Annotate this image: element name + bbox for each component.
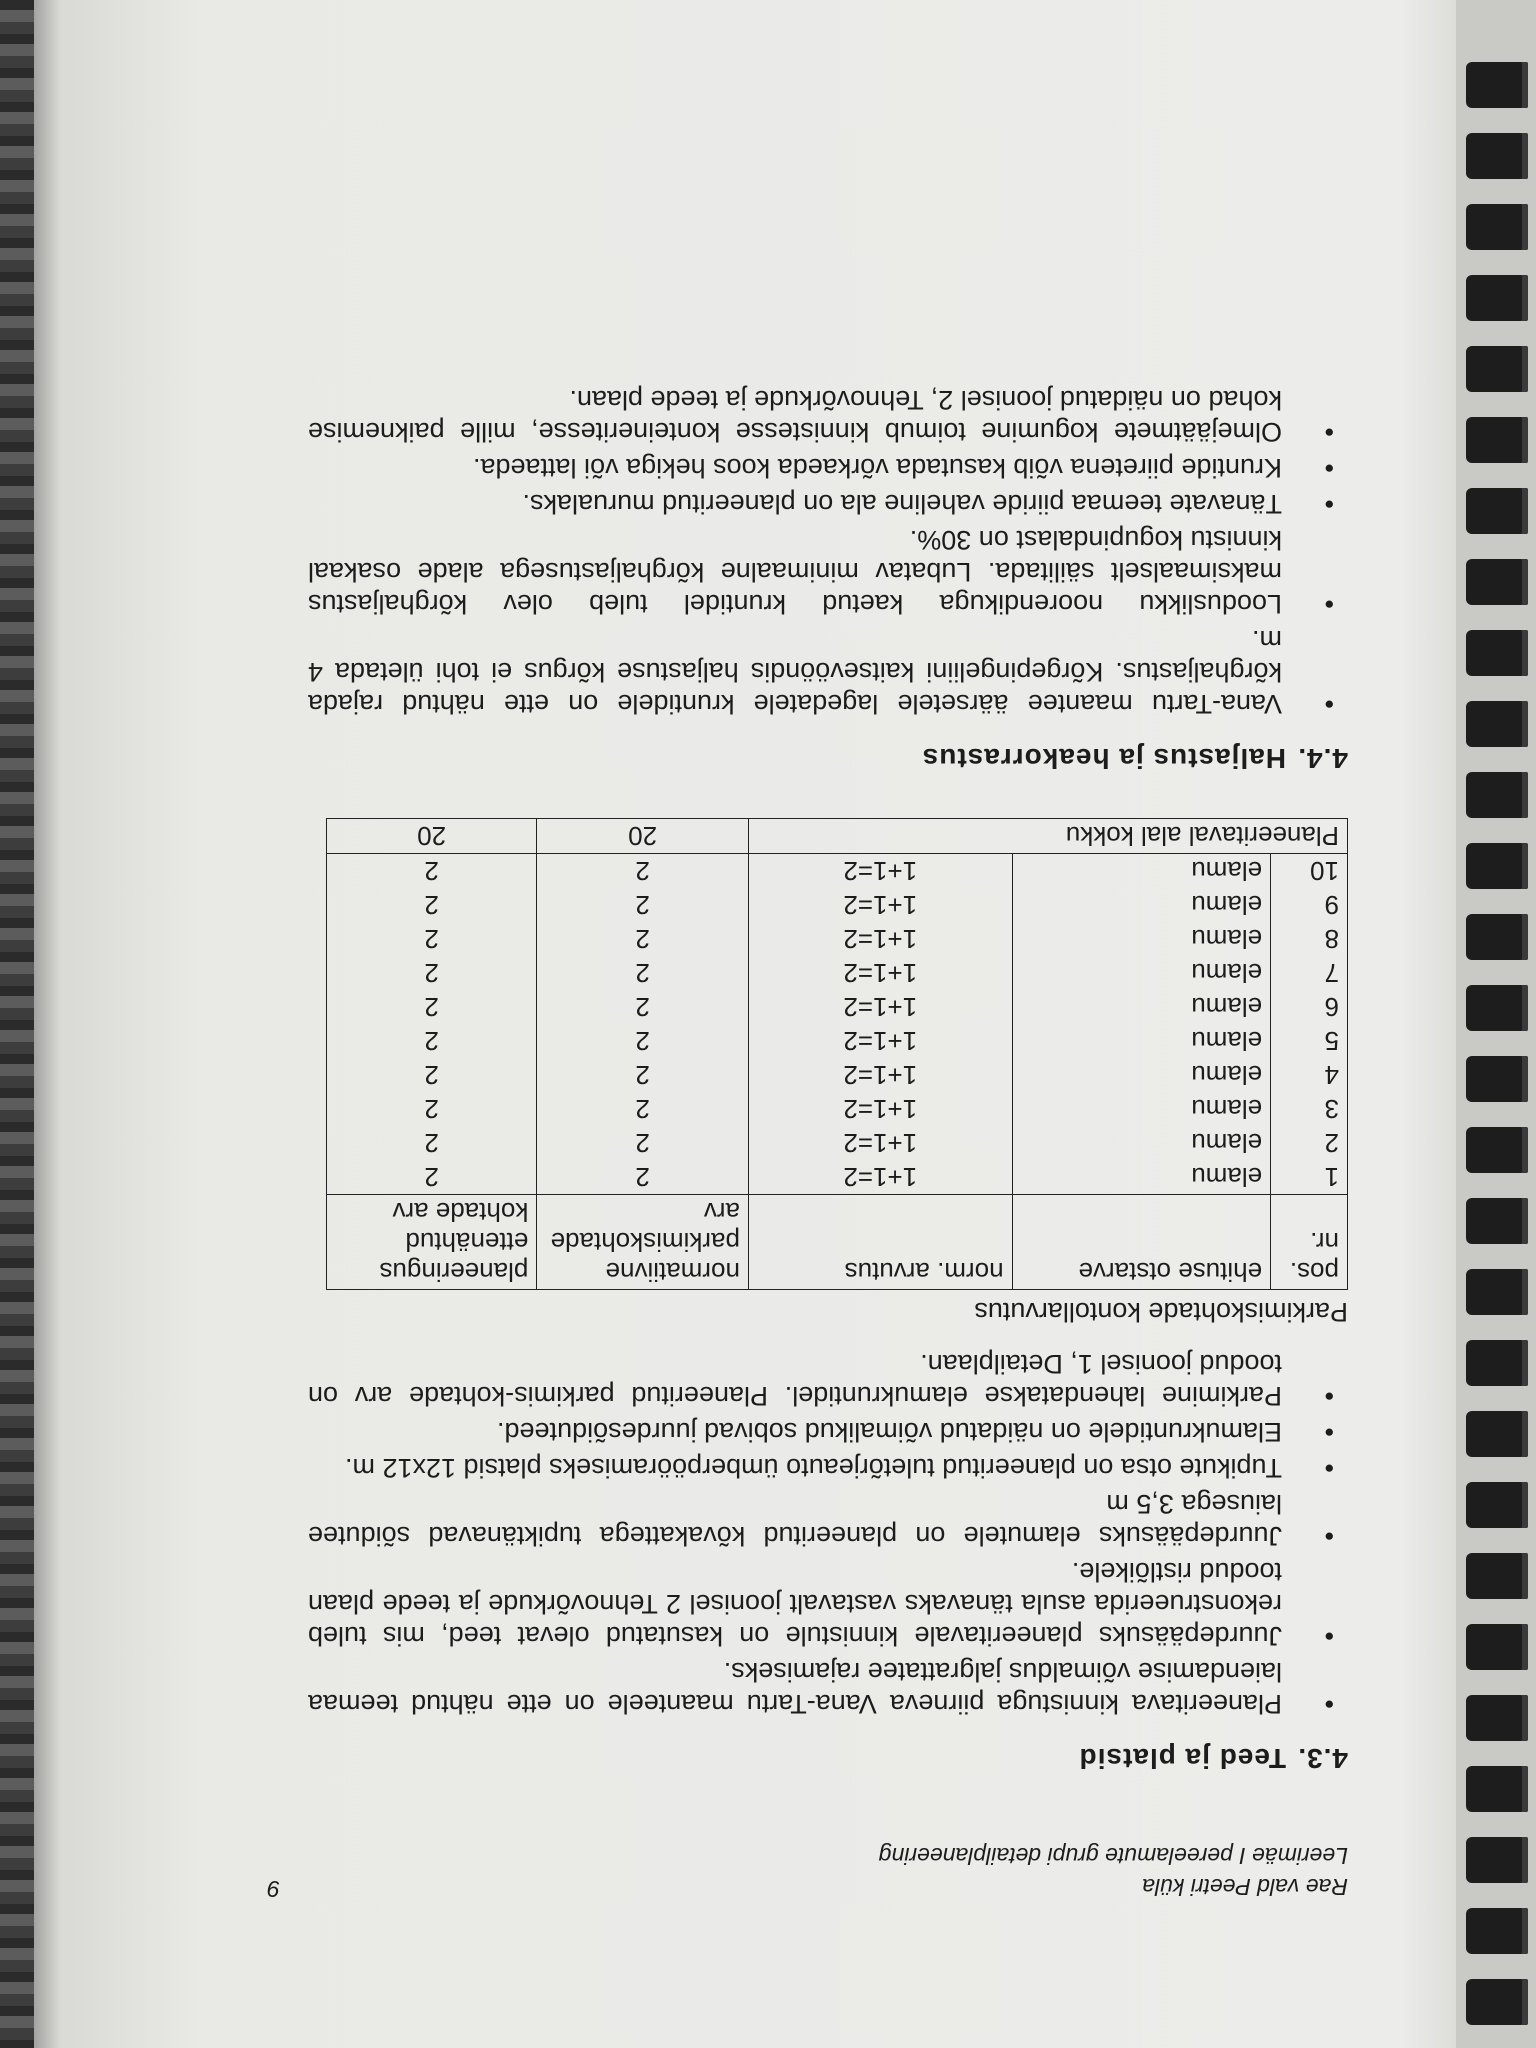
table-cell: elamu bbox=[1012, 956, 1271, 990]
list-item: • Parkimine lahendatakse elamukruntidel. Planeeritud parkimis-kohtade arv on toodud joonisel 1, Detailplaan. bbox=[308, 1348, 1348, 1412]
table-cell: 1+1=2 bbox=[748, 1160, 1012, 1195]
list-item: • Elamukruntidele on näidatud võimalikud sobivad juurdesõiduteed. bbox=[308, 1416, 1348, 1448]
column-header: ehituse otstarve bbox=[1012, 1195, 1271, 1290]
binding-coil bbox=[1466, 1482, 1528, 1528]
table-cell: 2 bbox=[537, 888, 749, 922]
binding-coil bbox=[1466, 701, 1528, 747]
binding-coil bbox=[1466, 1127, 1528, 1173]
table-cell: elamu bbox=[1012, 990, 1271, 1024]
table-cell: 7 bbox=[1271, 956, 1348, 990]
table-cell: 1+1=2 bbox=[748, 1058, 1012, 1092]
binding-coil bbox=[1466, 630, 1528, 676]
binding-coil bbox=[1466, 417, 1528, 463]
table-cell: 2 bbox=[327, 1058, 537, 1092]
binding-coil bbox=[1466, 914, 1528, 960]
binding-coil bbox=[1466, 1695, 1528, 1741]
spiral-binding bbox=[1456, 0, 1536, 2048]
binding-coil bbox=[1466, 985, 1528, 1031]
table-cell: 2 bbox=[537, 1092, 749, 1126]
table-cell: 2 bbox=[1271, 1126, 1348, 1160]
table-cell: elamu bbox=[1012, 1160, 1271, 1195]
table-cell: 1+1=2 bbox=[748, 888, 1012, 922]
list-item: • Juurdepääsuks elamutele on planeeritud kõvakattega tupiktänavad sõidutee laiusega 3,5 m bbox=[308, 1488, 1348, 1552]
table-cell: 5 bbox=[1271, 1024, 1348, 1058]
table-cell: 1 bbox=[1271, 1160, 1348, 1195]
column-header: normatiivne parkimiskohtade arv bbox=[537, 1195, 749, 1290]
table-cell: 1+1=2 bbox=[748, 956, 1012, 990]
table-cell: 1+1=2 bbox=[748, 990, 1012, 1024]
binding-coil bbox=[1466, 133, 1528, 179]
list-item: • Juurdepääsuks planeeritavale kinnistule on kasutatud olevat teed, mis tuleb rekonstrueerida asula tänavaks vastavalt joonisel 2 Tehnovõrkude ja teede plaan toodud ristlõikele. bbox=[308, 1556, 1348, 1652]
list-item: • Planeeritava kinnistuga piirneva Vana-Tartu maanteele on ette nähtud teemaa laiendamise võimaldus jalgrattatee rajamiseks. bbox=[308, 1656, 1348, 1720]
binding-coil bbox=[1466, 1198, 1528, 1244]
table-body bbox=[327, 854, 1348, 1195]
table-cell: 2 bbox=[537, 1058, 749, 1092]
binding-coil bbox=[1466, 1766, 1528, 1812]
table-cell: elamu bbox=[1012, 1126, 1271, 1160]
table-cell: 1+1=2 bbox=[748, 1092, 1012, 1126]
header-line-2: Leerimäe I pereelamute grupi detailplaneering bbox=[878, 1843, 1348, 1869]
table-cell: 9 bbox=[1271, 888, 1348, 922]
table-cell: 6 bbox=[1271, 990, 1348, 1024]
table-cell: 4 bbox=[1271, 1058, 1348, 1092]
binding-coil bbox=[1466, 275, 1528, 321]
binding-coil bbox=[1466, 1411, 1528, 1457]
section-4-3-list bbox=[308, 1348, 1348, 1720]
table-cell: 2 bbox=[327, 922, 537, 956]
list-item: • Looduslikku noorendikuga kaetud kruntidel tuleb olev kõrghaljastus maksimaalselt säilitada. Lubatav minimaalne kõrghaljastusega alade osakaal kinnistu kogupindalast on 30%. bbox=[308, 524, 1348, 620]
list-item: • Olmejäätmete kogumine toimub kinnistesse konteineritesse, mille paiknemise kohad on näidatud joonisel 2, Tehnovõrkude ja teede plaan. bbox=[308, 384, 1348, 448]
table-cell: 8 bbox=[1271, 922, 1348, 956]
table-row bbox=[327, 1160, 1348, 1195]
list-item: • Tänavate teemaa piiride vaheline ala on planeeritud murualaks. bbox=[308, 488, 1348, 520]
table-cell: 2 bbox=[327, 1126, 537, 1160]
table-row bbox=[327, 1024, 1348, 1058]
binding-coil bbox=[1466, 843, 1528, 889]
section-title: Haljastus ja heakorrastus bbox=[921, 743, 1286, 774]
section-number: 4.3. bbox=[1297, 1743, 1348, 1774]
binding-coil bbox=[1466, 1269, 1528, 1315]
column-header: planeeringus ettenähtud kohtade arv bbox=[327, 1195, 537, 1290]
binding-coil bbox=[1466, 488, 1528, 534]
table-cell: elamu bbox=[1012, 922, 1271, 956]
table-cell: 1+1=2 bbox=[748, 1024, 1012, 1058]
total-normative: 20 bbox=[537, 819, 749, 854]
list-item: • Vana-Tartu maantee äärsetele lagedatele kruntidele on ette nähtud rajada kõrghaljastus. Kõrgepingeliini kaitsevööndis haljastuse kõrgus ei tohi ületada 4 m. bbox=[308, 624, 1348, 720]
table-cell: elamu bbox=[1012, 1024, 1271, 1058]
table-cell: 1+1=2 bbox=[748, 1126, 1012, 1160]
table-cell: elamu bbox=[1012, 854, 1271, 889]
table-row bbox=[327, 1058, 1348, 1092]
table-row bbox=[327, 1126, 1348, 1160]
table-cell: 2 bbox=[327, 956, 537, 990]
table-header-row bbox=[327, 1195, 1348, 1290]
table-row bbox=[327, 1092, 1348, 1126]
page-content bbox=[308, 380, 1348, 1810]
binding-coil bbox=[1466, 346, 1528, 392]
underlying-pages-edge bbox=[0, 0, 34, 2048]
parking-table bbox=[326, 818, 1348, 1290]
table-cell: 2 bbox=[327, 1160, 537, 1195]
table-row bbox=[327, 888, 1348, 922]
section-4-3-heading bbox=[308, 1742, 1348, 1774]
binding-coil bbox=[1466, 204, 1528, 250]
binding-coil bbox=[1466, 1056, 1528, 1102]
column-header: norm. arvutus bbox=[748, 1195, 1012, 1290]
table-row bbox=[327, 956, 1348, 990]
table-cell: 2 bbox=[537, 1126, 749, 1160]
section-title: Teed ja platsid bbox=[1078, 1743, 1286, 1774]
table-row bbox=[327, 854, 1348, 889]
table-cell: 10 bbox=[1271, 854, 1348, 889]
binding-coil bbox=[1466, 1624, 1528, 1670]
section-4-4-list bbox=[308, 384, 1348, 720]
table-cell: 2 bbox=[537, 1160, 749, 1195]
binding-coil bbox=[1466, 62, 1528, 108]
total-label: Planeeritaval alal kokku bbox=[748, 819, 1347, 854]
column-header: pos. nr. bbox=[1271, 1195, 1348, 1290]
binding-coil bbox=[1466, 772, 1528, 818]
table-cell: 3 bbox=[1271, 1092, 1348, 1126]
binding-coil bbox=[1466, 1908, 1528, 1954]
table-cell: elamu bbox=[1012, 1092, 1271, 1126]
table-cell: 2 bbox=[327, 888, 537, 922]
table-cell: 2 bbox=[537, 854, 749, 889]
table-cell: 1+1=2 bbox=[748, 854, 1012, 889]
table-cell: elamu bbox=[1012, 1058, 1271, 1092]
table-cell: 2 bbox=[537, 990, 749, 1024]
total-planned: 20 bbox=[327, 819, 537, 854]
table-cell: elamu bbox=[1012, 888, 1271, 922]
header-line-1: Rae vald Peetri küla bbox=[1142, 1874, 1348, 1900]
table-cell: 2 bbox=[327, 1092, 537, 1126]
binding-coil bbox=[1466, 1340, 1528, 1386]
list-item: • Kruntide piiretena võib kasutada võrkaeda koos hekiga või lattaeda. bbox=[308, 452, 1348, 484]
table-cell: 2 bbox=[327, 854, 537, 889]
table-cell: 1+1=2 bbox=[748, 922, 1012, 956]
table-row bbox=[327, 990, 1348, 1024]
section-number: 4.4. bbox=[1297, 743, 1348, 774]
table-cell: 2 bbox=[327, 1024, 537, 1058]
table-cell: 2 bbox=[537, 922, 749, 956]
binding-coil bbox=[1466, 1979, 1528, 2025]
document-page bbox=[60, 20, 1430, 2020]
section-4-4-heading bbox=[308, 742, 1348, 774]
table-row bbox=[327, 922, 1348, 956]
list-item: • Tupikute otsa on planeeritud tuletõrjeauto ümberpööramiseks platsid 12x12 m. bbox=[308, 1452, 1348, 1484]
table-cell: 2 bbox=[327, 990, 537, 1024]
table-cell: 2 bbox=[537, 1024, 749, 1058]
page-header bbox=[879, 1840, 1348, 1902]
binding-coil bbox=[1466, 1837, 1528, 1883]
binding-coil bbox=[1466, 559, 1528, 605]
page-number: 9 bbox=[267, 1876, 280, 1902]
table-cell: 2 bbox=[537, 956, 749, 990]
table-total-row bbox=[327, 819, 1348, 854]
binding-coil bbox=[1466, 1553, 1528, 1599]
table-caption: Parkimiskohtade kontollarvutus bbox=[974, 1297, 1348, 1327]
